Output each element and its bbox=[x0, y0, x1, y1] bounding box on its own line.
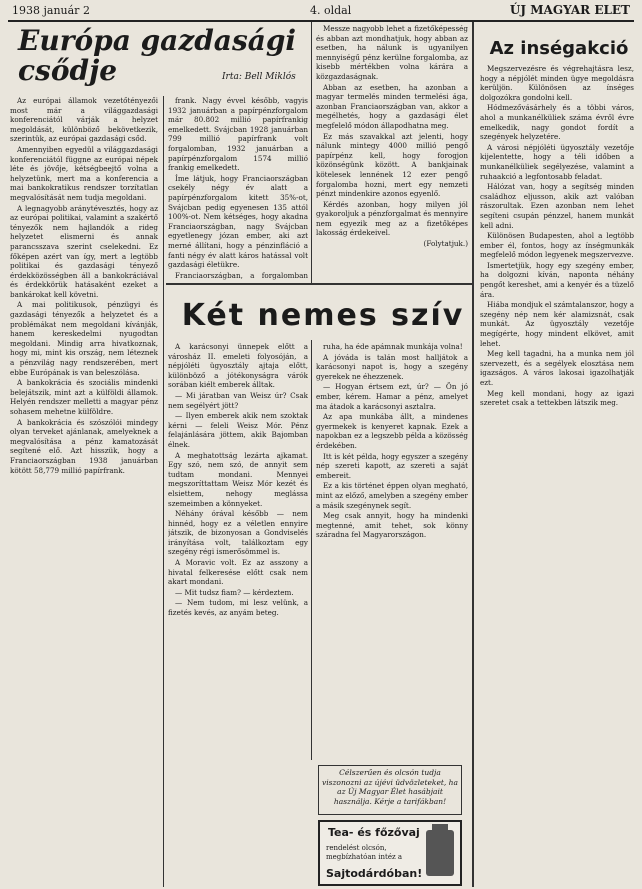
paragraph: A karácsonyi ünnepek előtt a városház II. emeleti folyosóján, a népjóléti ügyosztály ajtaja előtt, különböző a jótékonyságra várók sorában kiélt emberek álltak. bbox=[168, 342, 308, 390]
paragraph: Amennyiben egyedül a világgazdasági konferenciától függne az európai népek léte és jövője, kétségbeejtő volna a helyzetünk, mert ma a konferencia a mai bankokratikus rendszer torzítatlan megvalósítását nem tudja megoldani. bbox=[10, 144, 158, 202]
paragraph: Megszervezésre és végrehajtásra lesz, hogy a népjólét minden ügye megoldásra kerüljön. Különösen az ínséges dolgozókra gondolni kell. bbox=[480, 64, 634, 102]
butter-jar-icon bbox=[426, 830, 454, 876]
paragraph: — Mi járatban van Weisz úr? Csak nem segélyért jött? bbox=[168, 390, 308, 410]
paragraph: — Mit tudsz fiam? — kérdeztem. bbox=[175, 587, 294, 597]
paragraph: Ismertetjük, hogy egy szegény ember, ha dolgozni kíván, naponta néhány pengőt kereshet, ami a kenyér és a tüzelő ára. bbox=[480, 260, 634, 299]
paragraph: Hódmezővásárhely és a többi város, ahol a munkanélküliek száma évről évre emelkedik, nagy gondot fordít a szegények helyzetére. bbox=[480, 103, 634, 142]
paragraph: Meg csak annyit, hogy ha mindenki megtenné, amit tehet, sok könny száradna fel Magyarországon. bbox=[316, 511, 468, 540]
paragraph: A Moravic volt. Ez az asszony a hivatal felkeresése előtt csak nem akart mondani. bbox=[168, 558, 308, 587]
paragraph: Kérdés azonban, hogy milyen jól gyakoroljuk a pénzforgalmat és mennyire nem egyezik meg az a fizetőképes lakosság érdekeivel. bbox=[316, 199, 468, 238]
paragraph: Itt is két példa, hogy egyszer a szegény nép szereti kapott, az szereti a saját embereit. bbox=[316, 451, 468, 480]
newspaper-name: ÚJ MAGYAR ELET bbox=[509, 3, 630, 17]
ad-text: rendelést olcsón, megbízhatóan intéz a bbox=[326, 844, 403, 861]
ad-shop-name: Sajtodárdóban! bbox=[326, 867, 423, 880]
column-rule bbox=[311, 340, 312, 760]
folytatjuk: (Folytatjuk.) bbox=[423, 239, 468, 249]
paragraph: Messze nagyobb lehet a fizetőképesség és abban azt mondhatjuk, hogy abban az esetben, ha nálunk is ugyanilyen mennyiségű pénz kerülne forgalomba, az kisebb mértékben volna kárára a közgazdaságnak. bbox=[316, 24, 468, 81]
paragraph: Hiába mondjuk el számtalanszor, hogy a szegény nép nem kér alamizsnát, csak munkát. Az ügyosztály vezetője megígérte, hogy mindent elkövet, amit lehet. bbox=[480, 300, 634, 348]
paragraph: A városi népjóléti ügyosztály vezetője kijelentette, hogy a téli időben a munkanélküliek segélyezése, valamint a ruhaakció a legfontosabb feladat. bbox=[480, 142, 634, 181]
paragraph: — Ilyen emberek akik nem szoktak kérni — feleli Weisz Mór. Pénz felajánlására jöttem, akik Bajomban élnek. bbox=[168, 411, 308, 449]
paragraph: Íme látjuk, hogy Franciaországban csekély négy év alatt a papírpénzforgalom kitett 35%-ot, Svájcban pedig egyenesen 135 attól 100%-ot. Nem kétséges, hogy akadna Franciaországban, nagy Svájcban egyetlenegy józan ember, aki azt merné állítani, hogy a pénzinfláció a fanti négy év alatt káros hatással volt gazdasági életükre. bbox=[168, 173, 308, 270]
article1-column-3 bbox=[316, 24, 468, 280]
ad-headline: Tea- és főzővaj bbox=[328, 826, 420, 839]
column-rule bbox=[163, 340, 164, 887]
paragraph: A bankokrácia és szószólói mindegy olyan terveket ajánlanak, amelyeknek a megvalósítása a pénz kamatozását segítené elő. Azt hisszük, hogy a Franciaországban 1938 januárban kötött 58,779 millió papírfrank. bbox=[10, 417, 158, 475]
paragraph: Meg kell mondani, hogy az igazi szeretet csak a tettekben látszik meg. bbox=[480, 388, 634, 408]
page-header bbox=[8, 0, 634, 22]
section-divider bbox=[166, 283, 472, 285]
article2-column-2 bbox=[316, 342, 468, 760]
article-title-europa: Európa gazdasági csődje bbox=[18, 24, 297, 87]
issue-date: 1938 január 2 bbox=[12, 4, 90, 17]
article-title-insegakcio: Az inségakció bbox=[489, 38, 629, 59]
paragraph: Hálózat van, hogy a segítség minden családhoz eljusson, akik azt valóban rászorultak. Ezen azonban nem lehet segíteni csupán pénzzel, hanem munkát kell adni. bbox=[480, 182, 634, 230]
article-byline: Irta: Bell Miklós bbox=[222, 72, 296, 82]
column-rule bbox=[163, 96, 164, 376]
article1-column-2 bbox=[168, 96, 308, 280]
paragraph: ruha, ha éde apámnak munkája volna! bbox=[323, 342, 463, 351]
paragraph: A legnagyobb aránytévesztés, hogy az az európai politikai, valamint a szakértő tényezők nem hajlandók a rideg helyzetet elismerni és annak parancsszava szerint cselekedni. Ez főképen azért van így, mert a legtöbb politikai és gazdasági tényező érdekközösségben áll a bankokráciával és érdekkörük hatásaként ezeket a bankárokat kell követni. bbox=[10, 203, 158, 299]
advertising-notice: Célszerűen és olcsón tudja viszonozni az újévi üdvözleteket, ha az Új Magyar Élet hasábjait használja. Kérje a tarifákban! bbox=[318, 765, 462, 815]
paragraph: A bankokrácia és szociális mindenki belejátszik, mint azt a külföldi államok. Helyén rendszer melletti a magyar pénz sohasem mehetne külföldre. bbox=[10, 378, 158, 416]
column-rule bbox=[311, 22, 312, 284]
article-title-ket-nemes-sziv: Két nemes szív bbox=[181, 298, 465, 333]
paragraph: — Hogyan értsem ezt, úr? — Ön jó ember, kérem. Hamar a pénz, amelyet ma átadok a karácsonyi asztalra. bbox=[316, 382, 468, 411]
page-number: 4. oldal bbox=[310, 4, 352, 17]
paragraph: — Nem tudom, mi lesz velünk, a fizetés kevés, az anyám beteg. bbox=[168, 598, 308, 618]
paragraph: Az apa munkába állt, a mindenes gyermekek is kenyeret kapnak. Ezek a napokban ez a legszebb példa a közösség érdekében. bbox=[316, 412, 468, 450]
paragraph: Meg kell tagadni, ha a munka nem jól szervezett, és a segélyek elosztása nem igazságos. A város lakosai igazolhatják ezt. bbox=[480, 349, 634, 387]
paragraph: A jóváda is talán most halljátok a karácsonyi napot is, hogy a szegény gyerekek ne éhezzenek. bbox=[316, 352, 468, 381]
paragraph: Az európai államok vezetőtényezői most már a világgazdasági konferenciától várják a helyzet megoldását, különböző bekövetkezik, szerintük, az európai gazdasági csőd. bbox=[10, 96, 158, 144]
paragraph: Ez más szavakkal azt jelenti, hogy nálunk mintegy 4000 millió pengő papírpénz kell, hogy forogjon közönségünk között. A bankjainak kötelesek lennének 12 ezer pengő forgalomba hozni, mert egy nemzeti pénzt mindenkire azonos egyenlő. bbox=[316, 131, 468, 199]
paragraph: Néhány órával később — nem hinnéd, hogy ez a véletlen ennyire játszik, de bizonyosan a Gondviselés irányítása volt, találkoztam egy szegény régi ismerősömmel is. bbox=[168, 509, 308, 557]
paragraph: A mai politikusok, pénzügyi és gazdasági tényezők a helyzetet és a problémákat nem megoldani kívánják, hanem kereskedelmi nyugodtan megoldani. Mindig arra hivatkoznak, hogy mi, mint kis ország, nem léteznek a pénzvilág nagy rendszerében, mert ebbe Európának is van beleszólása. bbox=[10, 300, 158, 377]
column-rule bbox=[472, 22, 474, 887]
paragraph: frank. Nagy évvel később, vagyis 1932 januárban a papírpénzforgalom már 80.802 millió papírfrankig emelkedett. Svájcban 1928 januárban 799 millió papírfrank volt forgalomban, 1932 januárban a papírpénzforgalom 1574 millió frankig emelkedett. bbox=[168, 96, 308, 173]
article2-column-1 bbox=[168, 342, 308, 887]
advertisement-box bbox=[318, 820, 462, 886]
paragraph: Különösen Budapesten, ahol a legtöbb ember él, fontos, hogy az ínségmunkák megfelelő módon legyenek megszervezve. bbox=[480, 231, 634, 260]
article1-column-1 bbox=[10, 96, 158, 886]
paragraph: Abban az esetben, ha azonban a magyar termelés minden termelési ága, azonban Franciaországban van, akkor a megélhetés, hogy a gazdasági élet megfelelő módon állapodhatna meg. bbox=[316, 82, 468, 130]
paragraph: Franciaországban, a forgalomban bbox=[175, 270, 308, 280]
article3-column bbox=[480, 64, 634, 886]
paragraph: A meghatottság lezárta ajkamat. Egy szó, nem szó, de annyit sem tudtam mondani. Mennyei megszoríttattam Weisz Mór kezét és elsiettem, nehogy meglássa szemeimben a könnyeket. bbox=[168, 450, 308, 508]
paragraph: Ez a kis történet éppen olyan megható, mint az előző, amelyben a szegény ember a másik szegénynek segít. bbox=[316, 481, 468, 510]
